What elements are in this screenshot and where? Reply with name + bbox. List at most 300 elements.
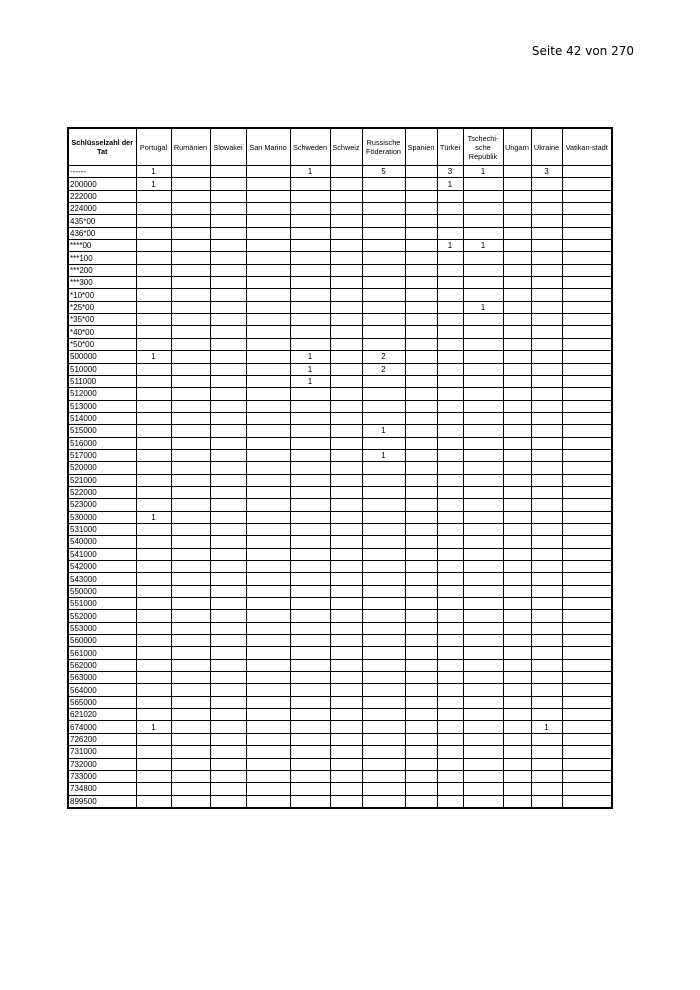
table-cell: [531, 400, 562, 412]
table-cell: [463, 573, 503, 585]
table-cell: [531, 499, 562, 511]
table-cell: [437, 203, 463, 215]
table-cell: [290, 277, 330, 289]
table-cell: [136, 301, 171, 313]
table-cell: [437, 425, 463, 437]
table-cell: [405, 425, 437, 437]
table-cell: [290, 733, 330, 745]
table-cell: [405, 240, 437, 252]
table-cell: [210, 215, 246, 227]
row-key-cell: 551000: [68, 598, 136, 610]
table-cell: [531, 462, 562, 474]
table-cell: [503, 166, 531, 178]
table-cell: [136, 770, 171, 782]
table-cell: [503, 622, 531, 634]
table-cell: [290, 486, 330, 498]
table-cell: [136, 486, 171, 498]
table-cell: [531, 252, 562, 264]
table-cell: [437, 672, 463, 684]
table-cell: [562, 425, 612, 437]
table-cell: [362, 240, 405, 252]
table-cell: [562, 190, 612, 202]
table-cell: [531, 301, 562, 313]
table-cell: [531, 733, 562, 745]
table-cell: [463, 733, 503, 745]
table-cell: [362, 598, 405, 610]
table-cell: [246, 770, 290, 782]
table-cell: [405, 301, 437, 313]
table-row: [68, 536, 612, 548]
row-key-cell: 899500: [68, 795, 136, 808]
table-cell: [171, 289, 210, 301]
table-cell: [405, 610, 437, 622]
table-cell: [290, 240, 330, 252]
table-cell: [463, 721, 503, 733]
table-cell: [330, 277, 362, 289]
table-cell: 1: [531, 721, 562, 733]
table-cell: [562, 783, 612, 795]
table-cell: [437, 314, 463, 326]
table-cell: [463, 795, 503, 808]
table-cell: [290, 770, 330, 782]
table-cell: [405, 573, 437, 585]
table-cell: [246, 511, 290, 523]
table-cell: [171, 523, 210, 535]
table-cell: [437, 412, 463, 424]
table-cell: [210, 227, 246, 239]
table-cell: [405, 326, 437, 338]
table-row: [68, 598, 612, 610]
table-cell: [437, 610, 463, 622]
table-cell: [290, 746, 330, 758]
table-cell: [562, 412, 612, 424]
table-cell: [330, 795, 362, 808]
row-key-cell: 510000: [68, 363, 136, 375]
table-cell: [210, 672, 246, 684]
table-cell: [171, 215, 210, 227]
table-cell: [171, 659, 210, 671]
table-cell: [531, 561, 562, 573]
table-cell: [290, 672, 330, 684]
table-cell: [405, 190, 437, 202]
table-cell: [136, 388, 171, 400]
table-cell: [246, 561, 290, 573]
table-cell: [531, 474, 562, 486]
table-cell: [246, 610, 290, 622]
table-row: [68, 437, 612, 449]
table-cell: [503, 363, 531, 375]
table-cell: [330, 696, 362, 708]
table-cell: [463, 696, 503, 708]
table-cell: [405, 635, 437, 647]
table-cell: [171, 499, 210, 511]
table-cell: [463, 289, 503, 301]
table-cell: [405, 758, 437, 770]
table-cell: [136, 338, 171, 350]
table-cell: [246, 388, 290, 400]
table-cell: [246, 783, 290, 795]
table-cell: [562, 400, 612, 412]
table-cell: [330, 536, 362, 548]
table-cell: [136, 400, 171, 412]
table-cell: [503, 240, 531, 252]
table-cell: [562, 264, 612, 276]
table-cell: [531, 375, 562, 387]
table-cell: [437, 721, 463, 733]
table-cell: [405, 523, 437, 535]
table-cell: 1: [437, 178, 463, 190]
table-cell: [362, 499, 405, 511]
table-cell: [246, 301, 290, 313]
table-cell: [290, 659, 330, 671]
table-cell: [246, 462, 290, 474]
table-cell: [362, 511, 405, 523]
table-cell: [405, 289, 437, 301]
table-cell: [503, 684, 531, 696]
table-cell: [330, 338, 362, 350]
row-key-cell: 436*00: [68, 227, 136, 239]
table-row: [68, 647, 612, 659]
table-cell: [463, 252, 503, 264]
table-cell: [290, 190, 330, 202]
table-cell: [362, 635, 405, 647]
table-cell: [290, 499, 330, 511]
table-row: [68, 696, 612, 708]
table-cell: [562, 462, 612, 474]
column-header: San Marino: [246, 128, 290, 166]
table-cell: [562, 598, 612, 610]
table-cell: [290, 400, 330, 412]
table-cell: [171, 375, 210, 387]
table-cell: [503, 425, 531, 437]
row-key-cell: 222000: [68, 190, 136, 202]
table-cell: [246, 190, 290, 202]
table-cell: [405, 388, 437, 400]
column-header: Ungarn: [503, 128, 531, 166]
table-cell: [437, 474, 463, 486]
table-cell: [503, 326, 531, 338]
table-cell: [362, 610, 405, 622]
table-row: [68, 227, 612, 239]
table-cell: [562, 721, 612, 733]
table-cell: [246, 548, 290, 560]
table-cell: [463, 449, 503, 461]
table-cell: 1: [290, 351, 330, 363]
row-key-cell: ***200: [68, 264, 136, 276]
table-cell: [171, 474, 210, 486]
table-cell: [562, 536, 612, 548]
table-cell: [503, 635, 531, 647]
table-cell: [562, 215, 612, 227]
table-cell: [503, 277, 531, 289]
table-cell: 1: [136, 511, 171, 523]
table-cell: [463, 400, 503, 412]
table-cell: [136, 758, 171, 770]
table-cell: [246, 314, 290, 326]
table-row: [68, 388, 612, 400]
table-cell: [330, 388, 362, 400]
row-key-cell: *40*00: [68, 326, 136, 338]
table-cell: [531, 598, 562, 610]
table-row: [68, 363, 612, 375]
table-cell: [246, 486, 290, 498]
table-cell: [330, 437, 362, 449]
row-key-cell: 564000: [68, 684, 136, 696]
table-cell: [210, 301, 246, 313]
table-cell: [362, 388, 405, 400]
page-number: Seite 42 von 270: [531, 44, 634, 58]
table-cell: [503, 301, 531, 313]
row-key-cell: 224000: [68, 203, 136, 215]
table-cell: [562, 314, 612, 326]
table-cell: [437, 659, 463, 671]
table-cell: [171, 227, 210, 239]
table-cell: [531, 388, 562, 400]
table-row: [68, 511, 612, 523]
table-cell: [405, 474, 437, 486]
table-cell: [246, 203, 290, 215]
table-cell: [562, 227, 612, 239]
table-cell: [246, 795, 290, 808]
row-key-cell: 732000: [68, 758, 136, 770]
table-cell: [330, 462, 362, 474]
table-cell: [330, 548, 362, 560]
table-row: [68, 326, 612, 338]
table-cell: [246, 375, 290, 387]
table-cell: [210, 240, 246, 252]
table-cell: [531, 610, 562, 622]
column-header: Russische Föderation: [362, 128, 405, 166]
table-cell: [290, 388, 330, 400]
table-cell: [531, 264, 562, 276]
table-cell: [531, 511, 562, 523]
table-cell: [210, 425, 246, 437]
table-row: [68, 351, 612, 363]
table-cell: [171, 400, 210, 412]
table-cell: [246, 746, 290, 758]
table-cell: [531, 240, 562, 252]
table-row: [68, 240, 612, 252]
table-cell: [330, 363, 362, 375]
table-cell: [562, 375, 612, 387]
table-cell: [136, 264, 171, 276]
table-cell: [136, 598, 171, 610]
table-cell: [463, 326, 503, 338]
table-cell: [562, 252, 612, 264]
table-cell: [330, 301, 362, 313]
table-cell: [405, 659, 437, 671]
table-cell: [531, 746, 562, 758]
table-cell: [136, 696, 171, 708]
table-cell: [136, 746, 171, 758]
row-key-cell: 500000: [68, 351, 136, 363]
table-cell: [562, 499, 612, 511]
table-cell: [437, 548, 463, 560]
table-row: [68, 709, 612, 721]
table-cell: [330, 166, 362, 178]
table-cell: [463, 561, 503, 573]
table-cell: [290, 622, 330, 634]
table-cell: [405, 511, 437, 523]
table-cell: 1: [136, 721, 171, 733]
table-row: [68, 561, 612, 573]
table-cell: [290, 264, 330, 276]
table-cell: [503, 548, 531, 560]
table-cell: [463, 425, 503, 437]
table-cell: [290, 721, 330, 733]
table-cell: [437, 684, 463, 696]
row-key-cell: ****00: [68, 240, 136, 252]
table-cell: [290, 203, 330, 215]
table-cell: [210, 548, 246, 560]
table-cell: [330, 375, 362, 387]
table-cell: [437, 449, 463, 461]
table-row: [68, 672, 612, 684]
row-key-cell: 552000: [68, 610, 136, 622]
table-cell: [171, 388, 210, 400]
table-cell: [210, 462, 246, 474]
table-cell: [531, 659, 562, 671]
table-cell: [437, 227, 463, 239]
table-cell: 1: [362, 425, 405, 437]
table-cell: 1: [362, 449, 405, 461]
column-header: Spanien: [405, 128, 437, 166]
table-cell: [210, 351, 246, 363]
table-cell: [290, 215, 330, 227]
table-cell: [437, 388, 463, 400]
table-cell: [136, 635, 171, 647]
table-cell: [246, 178, 290, 190]
column-header: Tschechi-sche Republik: [463, 128, 503, 166]
table-cell: [362, 437, 405, 449]
table-cell: [136, 548, 171, 560]
table-cell: [330, 672, 362, 684]
table-cell: [136, 536, 171, 548]
table-cell: [362, 659, 405, 671]
row-key-cell: 517000: [68, 449, 136, 461]
table-cell: [171, 783, 210, 795]
table-cell: [463, 647, 503, 659]
table-cell: [210, 573, 246, 585]
table-cell: [246, 598, 290, 610]
table-cell: [362, 178, 405, 190]
row-key-cell: 520000: [68, 462, 136, 474]
row-key-cell: 726200: [68, 733, 136, 745]
table-cell: [503, 610, 531, 622]
table-cell: [330, 622, 362, 634]
table-cell: [503, 462, 531, 474]
table-cell: [330, 659, 362, 671]
table-cell: [290, 598, 330, 610]
table-cell: [503, 449, 531, 461]
table-cell: [210, 375, 246, 387]
table-cell: [246, 338, 290, 350]
table-cell: [290, 252, 330, 264]
table-cell: [330, 215, 362, 227]
table-cell: [362, 733, 405, 745]
table-row: [68, 301, 612, 313]
table-cell: [171, 598, 210, 610]
table-cell: [171, 585, 210, 597]
table-cell: [210, 178, 246, 190]
table-cell: [246, 166, 290, 178]
table-cell: [503, 523, 531, 535]
table-cell: [330, 227, 362, 239]
table-cell: [330, 178, 362, 190]
row-key-cell: 560000: [68, 635, 136, 647]
table-cell: [171, 622, 210, 634]
table-cell: [171, 672, 210, 684]
table-cell: [171, 610, 210, 622]
row-key-cell: *25*00: [68, 301, 136, 313]
table-cell: [362, 338, 405, 350]
table-cell: [246, 635, 290, 647]
table-cell: [290, 536, 330, 548]
table-cell: 1: [136, 166, 171, 178]
table-cell: [463, 462, 503, 474]
table-cell: [330, 289, 362, 301]
table-cell: [362, 746, 405, 758]
table-cell: 1: [463, 301, 503, 313]
row-key-cell: 733000: [68, 770, 136, 782]
table-cell: [330, 252, 362, 264]
table-row: [68, 684, 612, 696]
table-cell: [463, 758, 503, 770]
table-cell: [531, 363, 562, 375]
table-cell: [437, 486, 463, 498]
table-cell: [171, 561, 210, 573]
column-header: Türkei: [437, 128, 463, 166]
table-cell: [405, 499, 437, 511]
table-cell: [290, 585, 330, 597]
table-row: [68, 289, 612, 301]
table-cell: [405, 227, 437, 239]
table-cell: [362, 474, 405, 486]
table-cell: [362, 548, 405, 560]
table-cell: [171, 647, 210, 659]
table-cell: 2: [362, 363, 405, 375]
table-row: [68, 758, 612, 770]
table-cell: [503, 203, 531, 215]
table-cell: [463, 375, 503, 387]
table-cell: [246, 536, 290, 548]
table-cell: [405, 548, 437, 560]
table-cell: [405, 338, 437, 350]
table-cell: [136, 363, 171, 375]
table-cell: [246, 523, 290, 535]
table-cell: [437, 326, 463, 338]
table-cell: [437, 561, 463, 573]
table-cell: [171, 486, 210, 498]
table-cell: [405, 733, 437, 745]
table-cell: [531, 684, 562, 696]
table-cell: [246, 499, 290, 511]
table-cell: [210, 610, 246, 622]
table-cell: [330, 240, 362, 252]
table-cell: [405, 462, 437, 474]
table-cell: [210, 746, 246, 758]
table-row: [68, 215, 612, 227]
table-cell: [562, 388, 612, 400]
table-cell: [503, 758, 531, 770]
table-cell: [531, 203, 562, 215]
table-cell: [330, 203, 362, 215]
table-cell: [503, 672, 531, 684]
table-cell: [531, 635, 562, 647]
table-cell: [210, 709, 246, 721]
table-cell: [246, 696, 290, 708]
row-key-cell: 521000: [68, 474, 136, 486]
